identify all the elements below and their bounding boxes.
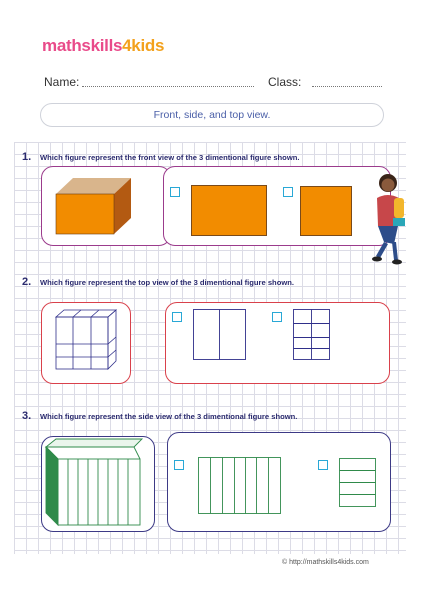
q1-option-b-square xyxy=(300,186,352,236)
q3-option-a-figure xyxy=(198,457,282,515)
q2-options-box xyxy=(165,302,390,384)
name-input-line[interactable] xyxy=(82,86,254,87)
q1-option-a-rectangle xyxy=(191,185,267,236)
q3-options-box xyxy=(167,432,391,532)
q1-options-box xyxy=(163,166,391,246)
cube-grid-3d-figure xyxy=(42,303,130,383)
question-1-text: Which figure represent the front view of the 3 dimentional figure shown. xyxy=(40,153,300,162)
question-3-text: Which figure represent the side view of the 3 dimentional figure shown. xyxy=(40,412,298,421)
prism-3d-figure xyxy=(42,437,154,531)
worksheet-title xyxy=(40,103,384,127)
mathskills4kids-logo xyxy=(42,36,164,56)
name-label: Name: xyxy=(44,75,80,89)
q2-figure-box xyxy=(41,302,131,384)
class-label: Class: xyxy=(268,75,302,89)
q2-option-b-figure xyxy=(293,309,331,361)
q3-option-a-checkbox-icon[interactable] xyxy=(174,460,184,470)
class-input-line[interactable] xyxy=(312,86,382,87)
question-2-text: Which figure represent the top view of the 3 dimentional figure shown. xyxy=(40,278,294,287)
footer-copyright[interactable]: © http://mathskills4kids.com xyxy=(282,559,369,566)
worksheet-title-text: Front, side, and top view. xyxy=(153,109,271,121)
q1-figure-box xyxy=(41,166,171,246)
q3-figure-box xyxy=(41,436,155,532)
question-3-number: 3. xyxy=(22,410,32,422)
question-2-number: 2. xyxy=(22,276,32,288)
question-1-number: 1. xyxy=(22,151,32,163)
cuboid-3d-figure xyxy=(42,167,170,245)
logo-text-suffix: 4kids xyxy=(122,36,165,55)
q1-option-b-checkbox-icon[interactable] xyxy=(283,187,293,197)
q2-option-a-checkbox-icon[interactable] xyxy=(172,312,182,322)
q2-option-a-figure xyxy=(193,309,247,361)
q1-option-a-checkbox-icon[interactable] xyxy=(170,187,180,197)
student-illustration xyxy=(368,170,408,270)
q2-option-b-checkbox-icon[interactable] xyxy=(272,312,282,322)
q3-option-b-figure xyxy=(339,458,377,510)
logo-text-main: mathskills xyxy=(42,36,123,55)
q3-option-b-checkbox-icon[interactable] xyxy=(318,460,328,470)
